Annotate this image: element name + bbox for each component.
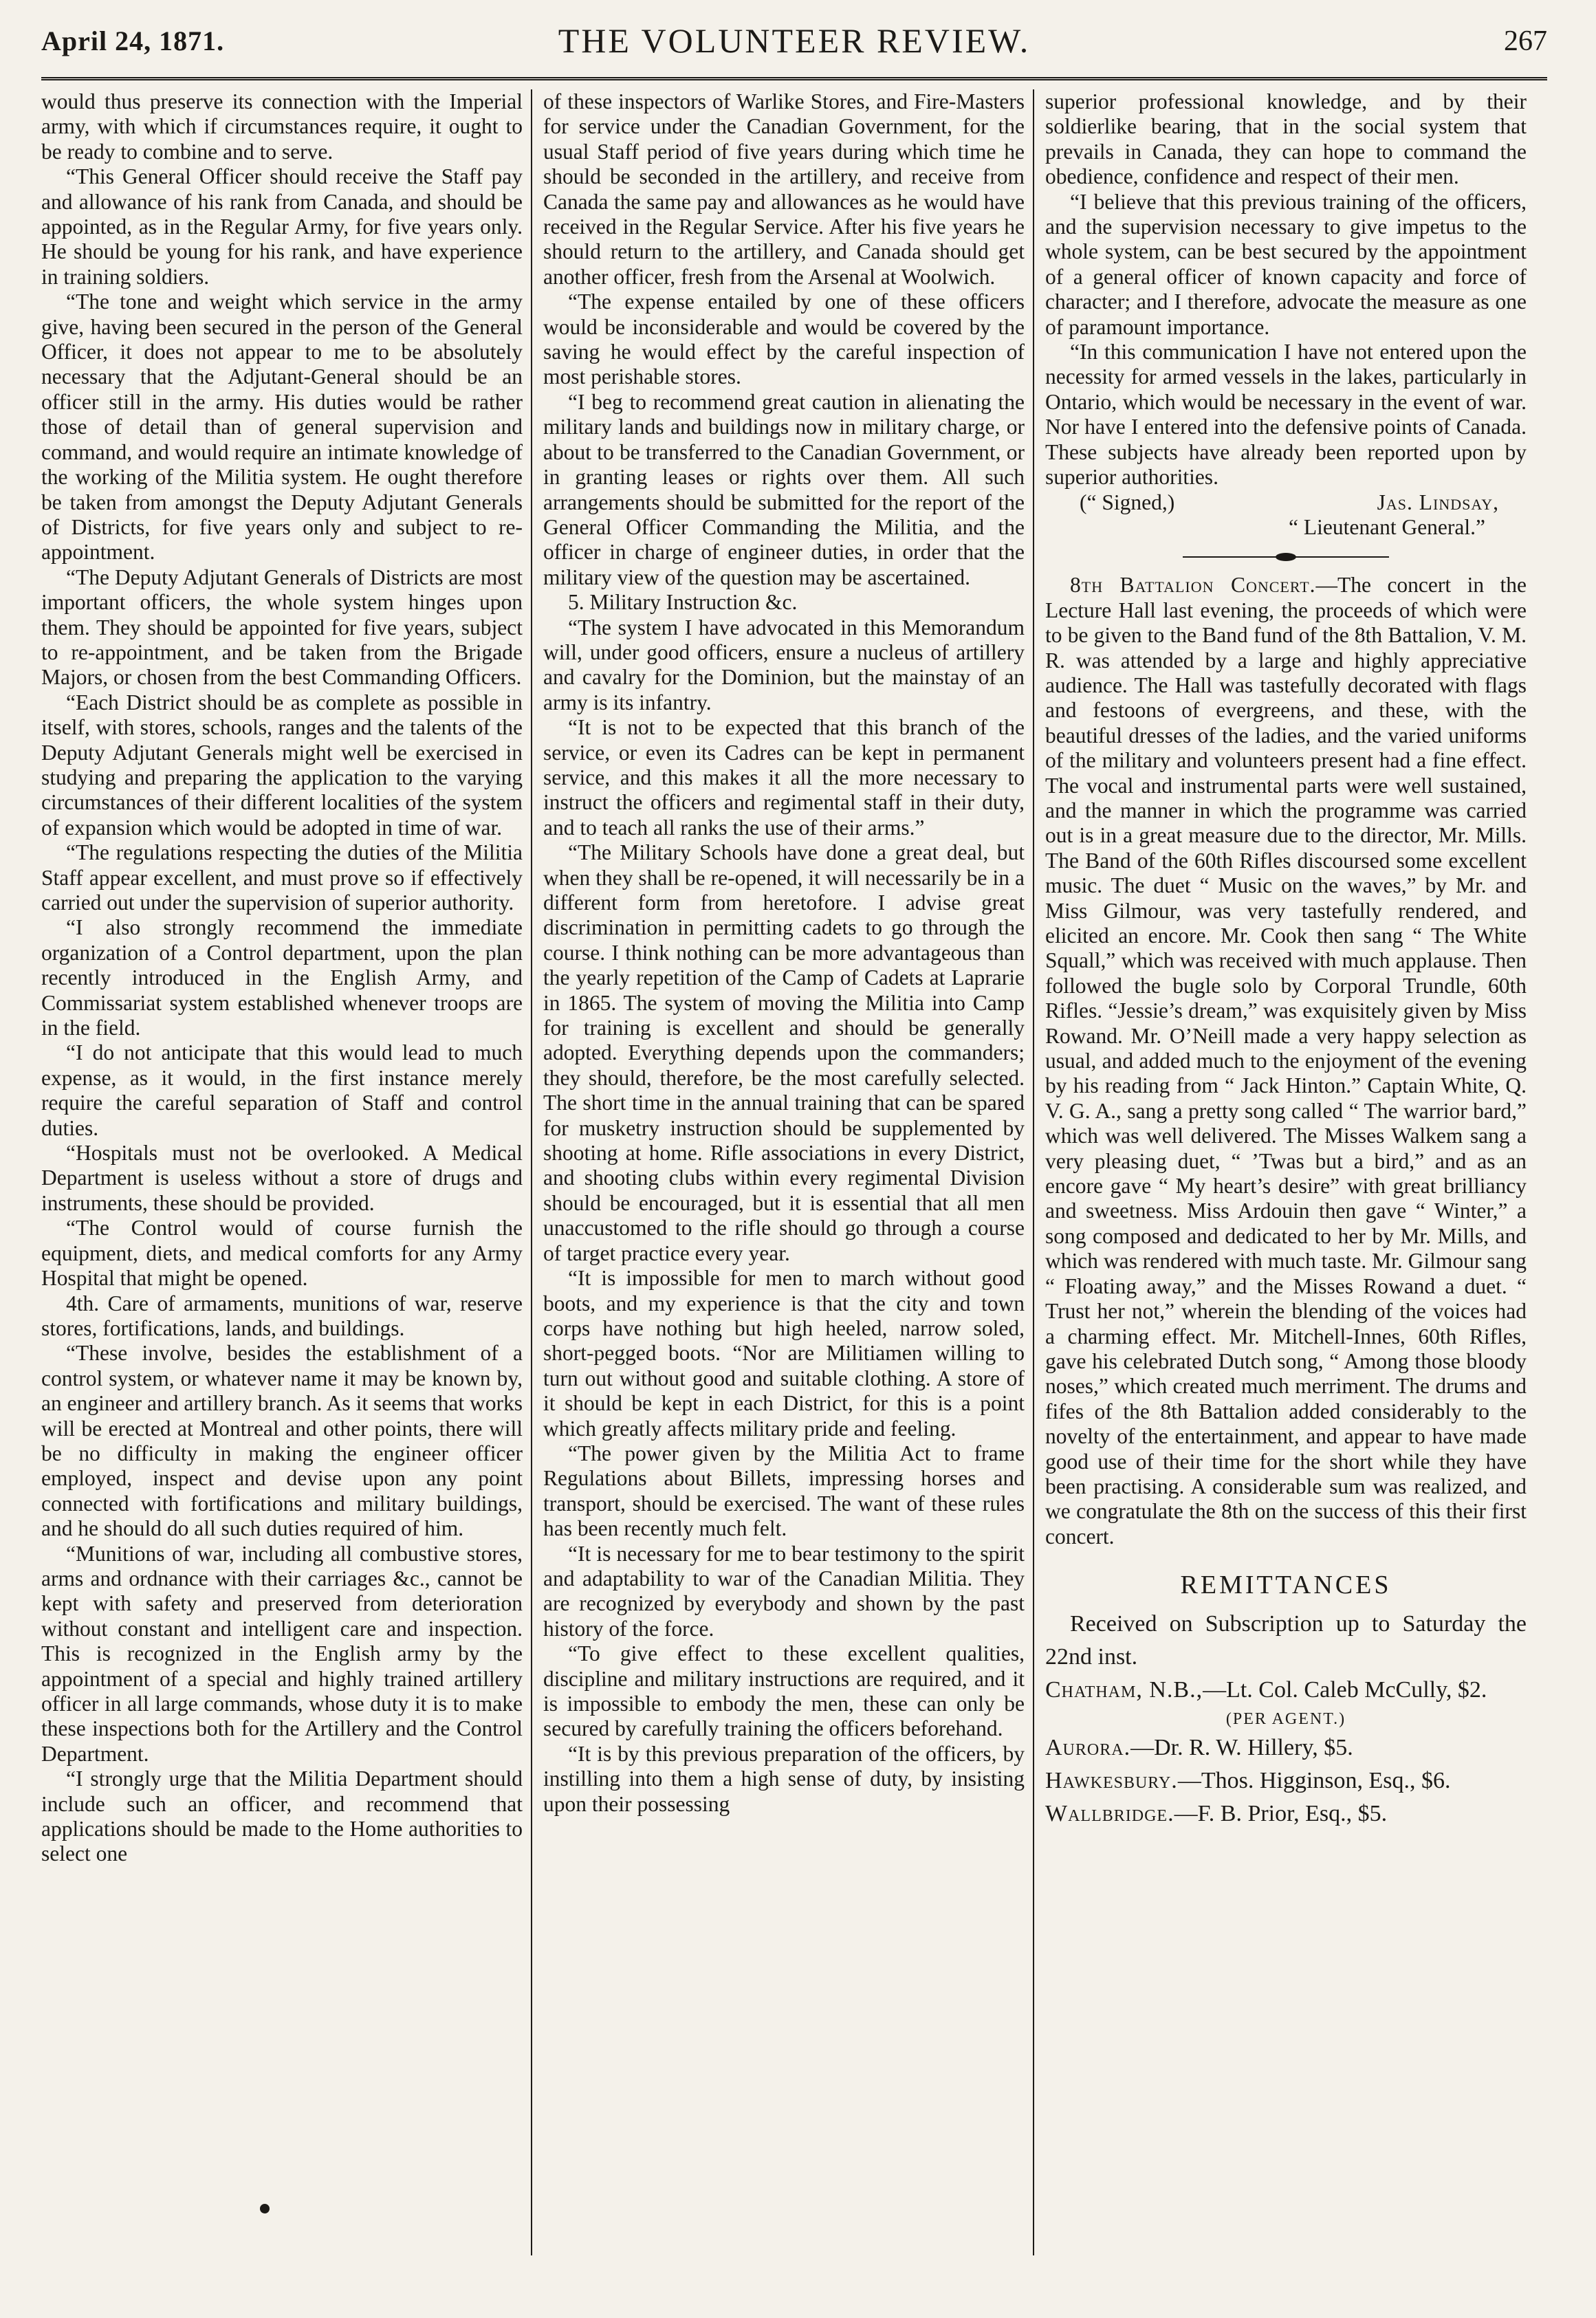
ink-dot-ornament [260,2204,270,2213]
remittance-place: Wallbridge. [1045,1800,1174,1826]
paragraph: “To give effect to these excellent qualities, discipline and military instructions are required, and it is impossible to embody the men, these can only be secured by carefully training the officers beforehand. [543,1641,1025,1741]
paragraph: “I strongly urge that the Militia Department should include such an officer, and recommend that applications should be made to the Home authorities to select one [41,1767,523,1866]
paragraph: “The expense entailed by one of these officers would be inconsiderable and would be covered by the saving he would effect by the careful inspection of most perishable stores. [543,289,1025,389]
signatory-name: Jas. Lindsay, [1377,490,1499,514]
column-rule-1 [531,89,532,2255]
remittance-place: Chatham, N.B., [1045,1676,1203,1703]
paragraph: “In this communication I have not entered upon the necessity for armed vessels in the lakes, particularly in Ontario, which would be necessary in the event of war. Nor have I entered into the defensive points of Canada. These subjects have already been reported upon by superior authorities. [1045,340,1527,490]
paragraph: “Munitions of war, including all combustive stores, arms and ordnance with their carriages &c., cannot be kept with safety and preserved from deterioration without constant and intelligent care and inspection. This is recognized in the English army by the appointment of a special and highly trained artillery officer in all large commands, whose duty it is to make these inspections both for the Artillery and the Control Department. [41,1541,523,1766]
paragraph: “I believe that this previous training of the officers, and the supervision necessary to give impetus to the whole system, can be best secured by the appointment of a general officer of known capacity and force of character; and I therefore, advocate the measure as one of paramount importance. [1045,189,1527,339]
paragraph: superior professional knowledge, and by their soldierlike bearing, that in the social system that prevails in Canada, they can hope to command the obedience, confidence and respect of their men. [1045,89,1527,189]
paragraph: “The regulations respecting the duties of the Militia Staff appear excellent, and must prove so if effectively carried out under the supervision of superior authority. [41,840,523,915]
remittance-place: Hawkesbury. [1045,1767,1178,1793]
remittance-place: Aurora. [1045,1734,1131,1760]
concert-heading: 8th Battalion Concert. [1070,573,1316,598]
paragraph: “Each District should be as complete as possible in itself, with stores, schools, ranges and the talents of the Deputy Adjutant Generals might well be exercised in studying and preparing the application to the varying circumstances of their different localities of the system of expansion which would be adopted in time of war. [41,690,523,840]
remittance-detail: —F. B. Prior, Esq., $5. [1174,1800,1388,1826]
remittances-title: REMITTANCES [1180,1571,1392,1600]
publication-title: THE VOLUNTEER REVIEW. [558,21,1031,60]
remittance-detail: —Lt. Col. Caleb McCully, $2. [1203,1676,1487,1703]
remittance-detail: —Dr. R. W. Hillery, $5. [1130,1734,1353,1760]
remittances-section [1045,1573,1527,1830]
issue-date: April 24, 1871. [41,25,225,56]
paragraph: “It is impossible for men to march without good boots, and my experience is that the city and town corps have nothing but high heeled, narrow soled, short-pegged boots. “Nor are Militiamen willing to turn out without good and suitable clothing. A store of it should be kept in each District, for this is a point which greatly affects military pride and feeling. [543,1266,1025,1441]
paragraph: “It is not to be expected that this branch of the service, or even its Cadres can be kept in permanent service, and this makes it all the more necessary to instruct the officers and regimental staff in their duty, and to teach all ranks the use of their arms.” [543,715,1025,840]
section-heading: 4th. Care of armaments, munitions of war, reserve stores, fortifications, lands, and buildings. [41,1291,523,1340]
remittances-intro: Received on Subscription up to Saturday the 22nd inst. [1045,1610,1527,1670]
column-2 [543,89,1025,2255]
column-3 [1045,89,1527,2255]
paragraph: “The Control would of course furnish the equipment, diets, and medical comforts for any Army Hospital that might be opened. [41,1216,523,1291]
remittance-entry [1045,1764,1527,1797]
paragraph: “It is necessary for me to bear testimony to the spirit and adaptability to war of the Canadian Militia. They are recognized by everybody and shown by the past history of the force. [543,1541,1025,1641]
paragraph: “I also strongly recommend the immediate organization of a Control department, upon the plan recently introduced in the English Army, and Commissariat system established whenever troops are in the field. [41,915,523,1040]
paragraph: “Hospitals must not be overlooked. A Medical Department is useless without a store of drugs and instruments, these should be provided. [41,1141,523,1215]
header-rule [41,77,1547,80]
paragraph: “I do not anticipate that this would lead to much expense, as it would, in the first instance merely require the careful separation of Staff and control duties. [41,1040,523,1140]
paragraph: “The system I have advocated in this Memorandum will, under good officers, ensure a nucleus of artillery and cavalry for the Dominion, but the mainstay of an army is its infantry. [543,615,1025,714]
remittance-detail: —Thos. Higginson, Esq., $6. [1177,1767,1451,1793]
masthead [41,17,1547,78]
column-rule-2 [1033,89,1034,2255]
signature-line [1045,490,1527,515]
paragraph: “The Military Schools have done a great deal, but when they shall be re-opened, it will necessarily be in a different form from heretofore. I advise great discrimination in permitting cadets to go through the course. I think nothing can be more advantageous than the yearly repetition of the Camp of Cadets at Laprarie in 1865. The system of moving the Militia into Camp for training is excellent and should be generally adopted. Everything depends upon the commanders; they should, therefore, be the most carefully selected. The short time in the annual training that can be spared for musketry instruction should be supplemented by shooting at home. Rifle associations in every District, and shooting clubs within every regimental Division should be encouraged, but it is essential that all men unaccustomed to the rifle should go through a course of target practice every year. [543,840,1025,1265]
remittance-entry [1045,1797,1527,1830]
paragraph: of these inspectors of Warlike Stores, and Fire-Masters for service under the Canadian Government, for the usual Staff period of five years during which time he should be seconded in the artillery, and receive from Canada the same pay and allowances as he would have received in the Regular Service. After his five years he should return to the artillery, and Canada should get another officer, fresh from the Arsenal at Woolwich. [543,89,1025,289]
paragraph: “The Deputy Adjutant Generals of Districts are most important officers, the whole system hinges upon them. They should be appointed for five years, subject to re-appointment, and be taken from the Brigade Majors, or chosen from the best Commanding Officers. [41,565,523,690]
remittance-entry [1045,1674,1527,1707]
paragraph: would thus preserve its connection with the Imperial army, with which if circumstances require, it ought to be ready to combine and to serve. [41,89,523,164]
signed-note: (“ Signed,) [1080,490,1175,514]
signatory-rank: “ Lieutenant General.” [1289,514,1485,539]
agent-note: (PER AGENT.) [1225,1709,1346,1728]
paragraph: “These involve, besides the establishment of a control system, or whatever name it may be known by, an engineer and artillery branch. As it seems that works will be erected at Montreal and other points, there will be no difficulty in making the engineer officer employed, inspect and devise upon any point connected with fortifications and military buildings, and he should do all such duties required of him. [41,1341,523,1541]
column-1 [41,89,523,2255]
paragraph: “The power given by the Militia Act to frame Regulations about Billets, impressing horses and transport, should be exercised. The want of these rules has been recently much felt. [543,1441,1025,1541]
paragraph: “This General Officer should receive the Staff pay and allowance of his rank from Canada, and should be appointed, as in the Regular Army, for five years only. He should be young for his rank, and have experience in training soldiers. [41,164,523,289]
section-separator [1183,556,1389,558]
paragraph: “It is by this previous preparation of the officers, by instilling into them a high sense of duty, by insisting upon their possessing [543,1741,1025,1816]
page-number: 267 [1504,25,1547,57]
section-heading: 5. Military Instruction &c. [568,590,798,615]
concert-text: —The concert in the Lecture Hall last evening, the proceeds of which were to be given to the Band fund of the 8th Battalion, V. M. R. was attended by a large and highly appreciative audience. The Hall was tastefully decorated with flags and festoons of evergreens, and these, with the beautiful dresses of the ladies, and the varied uniforms of the military and volunteers present had a fine effect. The vocal and instrumental parts were well sustained, and the manner in which the programme was carried out is in a great measure due to the director, Mr. Mills. The Band of the 60th Rifles discoursed some excellent music. The duet “ Music on the waves,” by Mr. and Miss Gilmour, was very tastefully rendered, and elicited an encore. Mr. Cook then sang “ The White Squall,” which was received with much applause. Then followed the bugle solo by Corporal Trundle, 60th Rifles. “Jessie’s dream,” was exquisitely given by Miss Rowand. Mr. O’Neill made a very happy selection as usual, and added much to the enjoyment of the evening by his reading from “ Jack Hinton.” Captain White, Q. V. G. A., sang a pretty song called “ The warrior bard,” which was well delivered. The Misses Walkem sang a very pleasing duet, “ ’Twas but a bird,” and as an encore gave “ My heart’s desire” with great brilliancy and sweetness. Miss Ardouin then gave “ Winter,” a song composed and dedicated to her by Mr. Mills, and which was rendered with much taste. Mr. Gilmour sang “ Floating away,” and the Misses Rowand a duet. “ Trust her not,” wherein the blending of the voices had a charming effect. Mr. Mitchell-Innes, 60th Rifles, gave his celebrated Dutch song, “ Among those bloody noses,” which created much merriment. The drums and fifes of the 8th Battalion added considerably to the novelty of the entertainment, and appear to have made good use of their time for the short while they have been practising. A considerable sum was realized, and we congratulate the 8th on the success of this their first concert. [1045,573,1527,1549]
paragraph: “The tone and weight which service in the army give, having been secured in the person of the General Officer, it does not appear to me to be absolutely necessary that the Adjutant-General should be an officer still in the army. His duties would be rather those of detail than of general supervision and command, and would require an intimate knowledge of the working of the Militia system. He ought therefore be taken from amongst the Deputy Adjutant Generals of Districts, for five years only and subject to re-appointment. [41,289,523,565]
remittance-entry [1045,1731,1527,1764]
paragraph: “I beg to recommend great caution in alienating the military lands and buildings now in military charge, or about to be transferred to the Canadian Government, or in granting leases or rights over them. All such arrangements should be submitted for the report of the General Officer Commanding the Militia, and the officer in charge of engineer duties, in order that the military view of the question may be ascertained. [543,389,1025,589]
concert-article [1045,573,1527,1549]
